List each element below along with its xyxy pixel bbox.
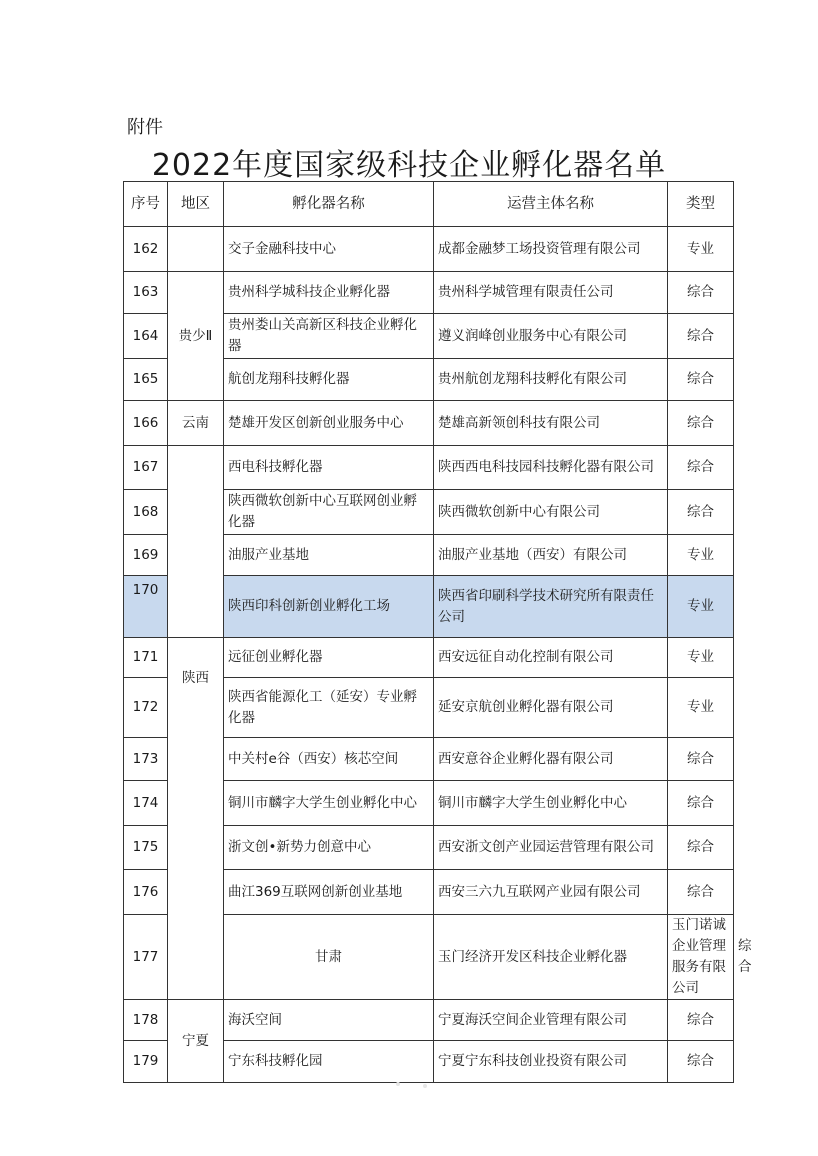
- region-cell: 甘肃: [224, 915, 434, 1000]
- header-incubator-name: 孵化器名称: [224, 182, 434, 227]
- document-title: 2022年度国家级科技企业孵化器名单: [151, 148, 667, 183]
- header-operator-name: 运营主体名称: [434, 182, 668, 227]
- row-number: 179: [124, 1041, 168, 1083]
- header-region: 地区: [168, 182, 224, 227]
- incubator-name: 陕西微软创新中心互联网创业孵化器: [224, 490, 434, 535]
- incubator-type: 综合: [668, 1041, 734, 1083]
- incubator-name: 油服产业基地: [224, 535, 434, 576]
- row-number: 162: [124, 227, 168, 272]
- incubator-name: 陕西印科创新创业孵化工场: [224, 576, 434, 638]
- row-number: 164: [124, 314, 168, 359]
- operator-name: 西安意谷企业孵化器有限公司: [434, 738, 668, 781]
- operator-name: 楚雄高新领创科技有限公司: [434, 401, 668, 446]
- incubator-type: 综合: [668, 870, 734, 915]
- row-number: 167: [124, 446, 168, 490]
- incubator-type: 专业: [668, 535, 734, 576]
- incubator-type: 专业: [668, 678, 734, 738]
- incubator-name: 航创龙翔科技孵化器: [224, 359, 434, 401]
- header-type: 类型: [668, 182, 734, 227]
- incubator-name: 曲江369互联网创新创业基地: [224, 870, 434, 915]
- incubator-type: 综合: [668, 1000, 734, 1041]
- incubator-name: 陕西省能源化工（延安）专业孵化器: [224, 678, 434, 738]
- operator-name: 延安京航创业孵化器有限公司: [434, 678, 668, 738]
- row-number: 171: [124, 638, 168, 678]
- incubator-type: 综合: [668, 314, 734, 359]
- operator-name: 西安浙文创产业园运营管理有限公司: [434, 826, 668, 870]
- row-number: 170: [124, 576, 168, 638]
- incubator-name: 玉门经济开发区科技企业孵化器: [434, 915, 668, 1000]
- incubator-name: 中关村e谷（西安）核芯空间: [224, 738, 434, 781]
- incubator-type: 综合: [668, 401, 734, 446]
- incubator-name: 交子金融科技中心: [224, 227, 434, 272]
- incubator-name: 贵州科学城科技企业孵化器: [224, 272, 434, 314]
- table-row: [124, 638, 734, 678]
- region-cell-empty: [168, 446, 224, 638]
- operator-name: 遵义润峰创业服务中心有限公司: [434, 314, 668, 359]
- table-row: [124, 401, 734, 446]
- row-number: 175: [124, 826, 168, 870]
- incubator-type: 专业: [668, 227, 734, 272]
- scan-speck: [423, 1084, 427, 1088]
- operator-name: 宁夏海沃空间企业管理有限公司: [434, 1000, 668, 1041]
- row-number: 166: [124, 401, 168, 446]
- operator-name: 油服产业基地（西安）有限公司: [434, 535, 668, 576]
- operator-name: 陕西西电科技园科技孵化器有限公司: [434, 446, 668, 490]
- incubator-type: 综合: [668, 446, 734, 490]
- operator-name: 贵州科学城管理有限责任公司: [434, 272, 668, 314]
- table-row: [124, 446, 734, 490]
- incubator-name: 海沃空间: [224, 1000, 434, 1041]
- incubator-name: 西电科技孵化器: [224, 446, 434, 490]
- operator-name: 陕西省印刷科学技术研究所有限责任公司: [434, 576, 668, 638]
- incubator-name: 贵州娄山关高新区科技企业孵化器: [224, 314, 434, 359]
- operator-name: 陕西微软创新中心有限公司: [434, 490, 668, 535]
- incubator-type: 综合: [668, 738, 734, 781]
- region-cell: 贵少Ⅱ: [168, 272, 224, 401]
- row-number: 173: [124, 738, 168, 781]
- table-header-row: [124, 182, 734, 227]
- operator-name: 西安三六九互联网产业园有限公司: [434, 870, 668, 915]
- row-number: 163: [124, 272, 168, 314]
- row-number: 178: [124, 1000, 168, 1041]
- incubator-name: 铜川市麟字大学生创业孵化中心: [224, 781, 434, 826]
- operator-name: 宁夏宁东科技创业投资有限公司: [434, 1041, 668, 1083]
- operator-name: 成都金融梦工场投资管理有限公司: [434, 227, 668, 272]
- incubator-name: 宁东科技孵化园: [224, 1041, 434, 1083]
- row-number: 165: [124, 359, 168, 401]
- table-row: [124, 227, 734, 272]
- row-number: 169: [124, 535, 168, 576]
- row-number: 168: [124, 490, 168, 535]
- incubator-name: 浙文创•新势力创意中心: [224, 826, 434, 870]
- operator-name: 贵州航创龙翔科技孵化有限公司: [434, 359, 668, 401]
- operator-name: 铜川市麟字大学生创业孵化中心: [434, 781, 668, 826]
- region-cell-empty: [168, 227, 224, 272]
- region-cell: 宁夏: [168, 1000, 224, 1083]
- incubator-type: 综合: [668, 826, 734, 870]
- incubator-table: [123, 181, 752, 1083]
- incubator-name: 远征创业孵化器: [224, 638, 434, 678]
- row-number: 176: [124, 870, 168, 915]
- row-number: 174: [124, 781, 168, 826]
- region-cell: 云南: [168, 401, 224, 446]
- row-number: 172: [124, 678, 168, 738]
- incubator-type: 综合: [668, 490, 734, 535]
- operator-name: 玉门诺诚企业管理服务有限公司: [668, 915, 734, 1000]
- scan-speck: [396, 1082, 400, 1086]
- incubator-type: 综合: [668, 781, 734, 826]
- attachment-label: 附件: [127, 117, 163, 138]
- incubator-name: 楚雄开发区创新创业服务中心: [224, 401, 434, 446]
- incubator-type: 综合: [668, 359, 734, 401]
- table-row: [124, 1000, 734, 1041]
- operator-name: 西安远征自动化控制有限公司: [434, 638, 668, 678]
- incubator-type: 专业: [668, 576, 734, 638]
- incubator-type: 专业: [668, 638, 734, 678]
- header-serial: 序号: [124, 182, 168, 227]
- row-number: 177: [124, 915, 168, 1000]
- region-cell: 陕西: [168, 638, 224, 1000]
- incubator-type: 综合: [668, 272, 734, 314]
- table-row: 177 甘肃 玉门经济开发区科技企业孵化器 玉门诺诚企业管理服务有限公司 综合: [124, 915, 734, 1000]
- table-row: [124, 272, 734, 314]
